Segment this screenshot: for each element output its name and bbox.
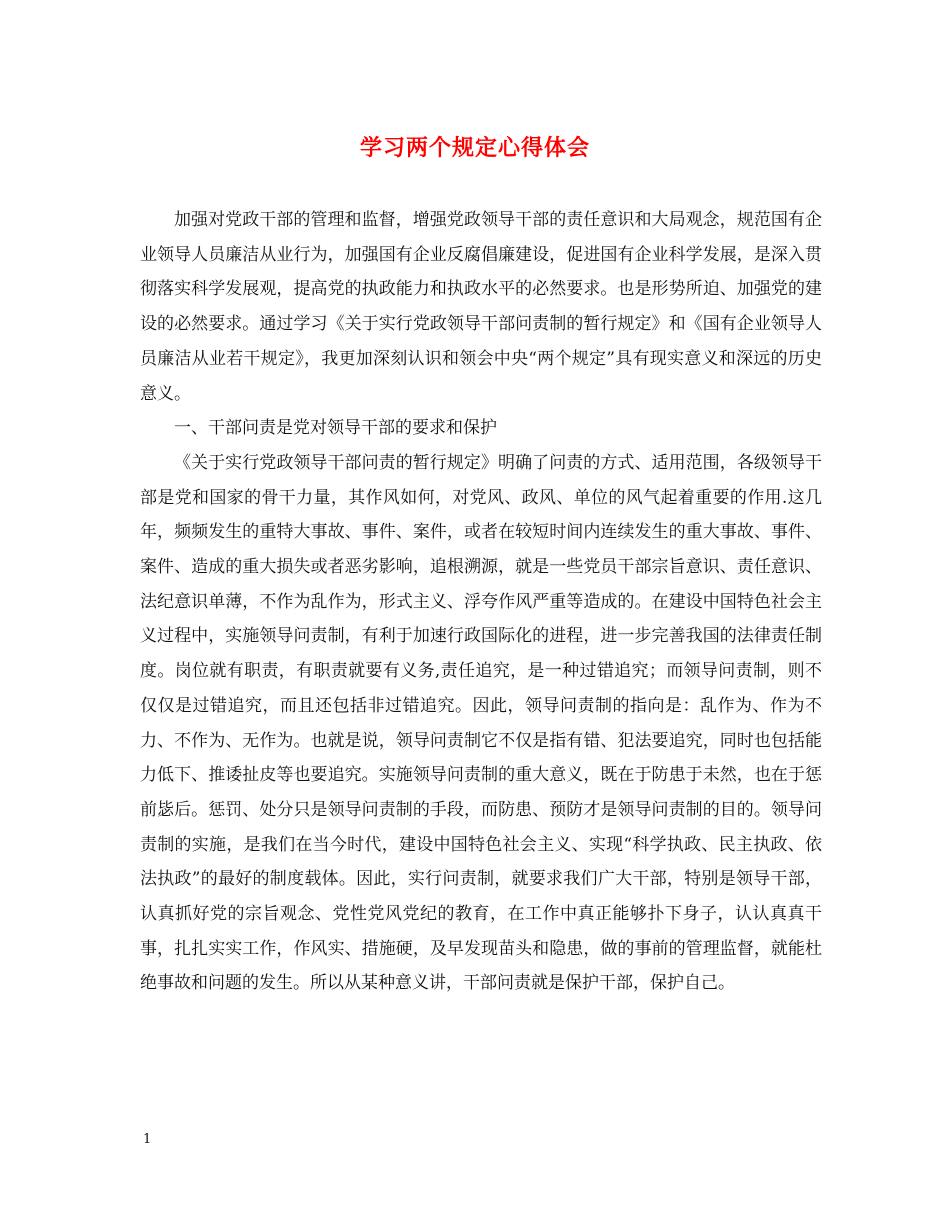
paragraph-intro: 加强对党政干部的管理和监督，增强党政领导干部的责任意识和大局观念，规范国有企业领导人员廉洁从业行为，加强国有企业反腐倡廉建设，促进国有企业科学发展，是深入贯彻落实科学发展观，提高党的执政能力和执政水平的必然要求。也是形势所迫、加强党的建设的必然要求。通过学习《关于实行党政领导干部问责制的暂行规定》和《国有企业领导人员廉洁从业若干规定》，我更加深刻认识和领会中央“两个规定”具有现实意义和深远的历史意义。 <box>140 210 822 404</box>
document-body <box>140 203 822 1001</box>
document-title: 学习两个规定心得体会 <box>359 135 590 161</box>
page-number: 1 <box>143 1132 152 1147</box>
paragraph-section-one: 《关于实行党政领导干部问责的暂行规定》明确了问责的方式、适用范围，各级领导干部是党和国家的骨干力量，其作风如何，对党风、政风、单位的风气起着重要的作用.这几年，频频发生的重特大事故、事件、案件，或者在较短时间内连续发生的重大事故、事件、案件、造成的重大损失或者恶劣影响，追根溯源，就是一些党员干部宗旨意识、责任意识、法纪意识单薄，不作为乱作为，形式主义、浮夸作风严重等造成的。在建设中国特色社会主义过程中，实施领导问责制，有利于加速行政国际化的进程，进一步完善我国的法律责任制度。岗位就有职责，有职责就要有义务,责任追究，是一种过错追究；而领导问责制，则不仅仅是过错追究，而且还包括非过错追究。因此，领导问责制的指向是：乱作为、作为不力、不作为、无作为。也就是说，领导问责制它不仅是指有错、犯法要追究，同时也包括能力低下、推诿扯皮等也要追究。实施领导问责制的重大意义，既在于防患于未然，也在于惩前毖后。惩罚、处分只是领导问责制的手段，而防患、预防才是领导问责制的目的。领导问责制的实施，是我们在当今时代，建设中国特色社会主义、实现“科学执政、民主执政、依法执政”的最好的制度载体。因此，实行问责制，就要求我们广大干部，特别是领导干部，认真抓好党的宗旨观念、党性党风党纪的教育，在工作中真正能够扑下身子，认认真真干事，扎扎实实工作，作风实、措施硬，及早发现苗头和隐患，做的事前的管理监督，就能杜绝事故和问题的发生。所以从某种意义讲，干部问责就是保护干部，保护自己。 <box>140 452 822 994</box>
section-heading: 一、干部问责是党对领导干部的要求和保护 <box>174 418 497 439</box>
